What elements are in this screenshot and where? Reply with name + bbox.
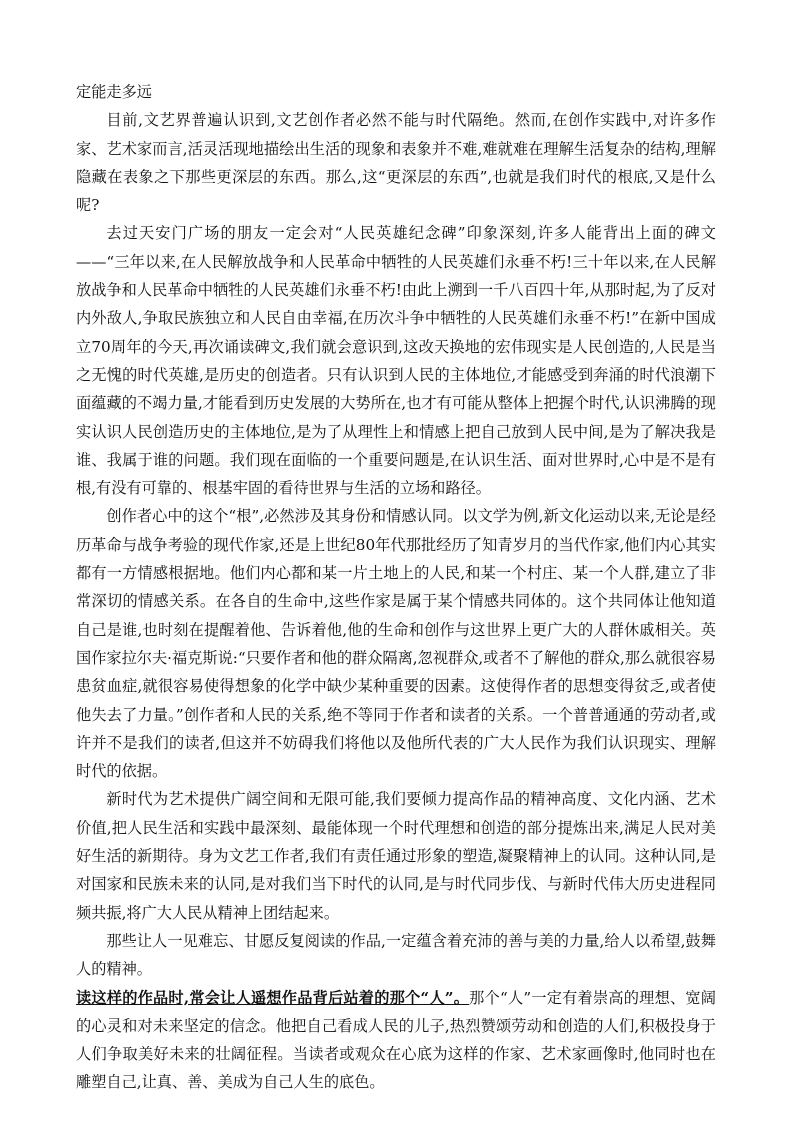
paragraph: 创作者心中的这个“根”,必然涉及其身份和情感认同。以文学为例,新文化运动以来,无论是经历革命与战争考验的现代作家,还是上世纪80年代那批经历了知青岁月的当代作家,他们内心其实都有一方情感根据地。他们内心都和某一片土地上的人民,和某一个村庄、某一个人群,建立了非常深切的情感关系。在各自的生命中,这些作家是属于某个情感共同体的。这个共同体让他知道自己是谁,也时刻在提醒着他、告诉着他,他的生命和创作与这世界上更广大的人群休戚相关。英国作家拉尔夫·福克斯说:“只要作者和他的群众隔离,忽视群众,或者不了解他的群众,那么就很容易患贫血症,就很容易使得想象的化学中缺少某种重要的因素。这使得作者的思想变得贫乏,或者使他失去了力量。”创作者和人民的关系,绝不等同于作者和读者的关系。一个普普通通的劳动者,或许并不是我们的读者,但这并不妨碍我们将他以及他所代表的广大人民作为我们认识现实、理解时代的依据。 bbox=[76, 507, 716, 781]
paragraph-with-emphasis bbox=[76, 984, 716, 1097]
paragraph: 去过天安门广场的朋友一定会对“人民英雄纪念碑”印象深刻,许多人能背出上面的碑文——“三年以来,在人民解放战争和人民革命中牺牲的人民英雄们永垂不朽!三十年以来,在人民解放战争和人民革命中牺牲的人民英雄们永垂不朽!由此上溯到一千八百四十年,从那时起,为了反对内外敌人,争取民族独立和人民自由幸福,在历次斗争中牺牲的人民英雄们永垂不朽!”在新中国成立70周年的今天,再次诵读碑文,我们就会意识到,这改天换地的宏伟现实是人民创造的,人民是当之无愧的时代英雄,是历史的创造者。只有认识到人民的主体地位,才能感受到奔涌的时代浪潮下面蕴藏的不竭力量,才能看到历史发展的大势所在,也才有可能从整体上把握个时代,认识沸腾的现实认识人民创造历史的主体地位,是为了从理性上和情感上把自己放到人民中间,是为了解决我是谁、我属于谁的问题。我们现在面临的一个重要问题是,在认识生活、面对世界时,心中是不是有根,有没有可靠的、根基牢固的看待世界与生活的立场和路径。 bbox=[76, 224, 716, 498]
paragraph-fragment: 定能走多远 bbox=[76, 83, 152, 101]
document-body bbox=[76, 78, 716, 1097]
paragraph: 目前,文艺界普遍认识到,文艺创作者必然不能与时代隔绝。然而,在创作实践中,对许多作家、艺术家而言,活灵活现地描绘出生活的现象和表象并不难,难就难在理解生活复杂的结构,理解隐藏在表象之下那些更深层的东西。那么,这“更深层的东西”,也就是我们时代的根底,又是什么呢? bbox=[76, 111, 716, 215]
paragraph-remainder: 那个“人”一定有着崇高的理想、宽阔的心灵和对未来坚定的信念。他把自己看成人民的儿子,热烈赞颂劳动和创造的人们,积极投身于人们争取美好未来的壮阔征程。当读者或观众在心底为这样的作家、艺术家画像时,他同时也在雕塑自己,让真、善、美成为自己人生的底色。 bbox=[76, 988, 716, 1092]
paragraph: 新时代为艺术提供广阔空间和无限可能,我们要倾力提高作品的精神高度、文化内涵、艺术价值,把人民生活和实践中最深刻、最能体现一个时代理想和创造的部分提炼出来,满足人民对美好生活的新期待。身为文艺工作者,我们有责任通过形象的塑造,凝聚精神上的认同。这种认同,是对国家和民族未来的认同,是对我们当下时代的认同,是与时代同步伐、与新时代伟大历史进程同频共振,将广大人民从精神上团结起来。 bbox=[76, 790, 716, 922]
paragraph: 那些让人一见难忘、甘愿反复阅读的作品,一定蕴含着充沛的善与美的力量,给人以希望,鼓舞人的精神。 bbox=[76, 931, 716, 979]
underlined-emphasis-sentence: 读这样的作品时,常会让人遥想作品背后站着的那个“人”。 bbox=[76, 988, 470, 1007]
